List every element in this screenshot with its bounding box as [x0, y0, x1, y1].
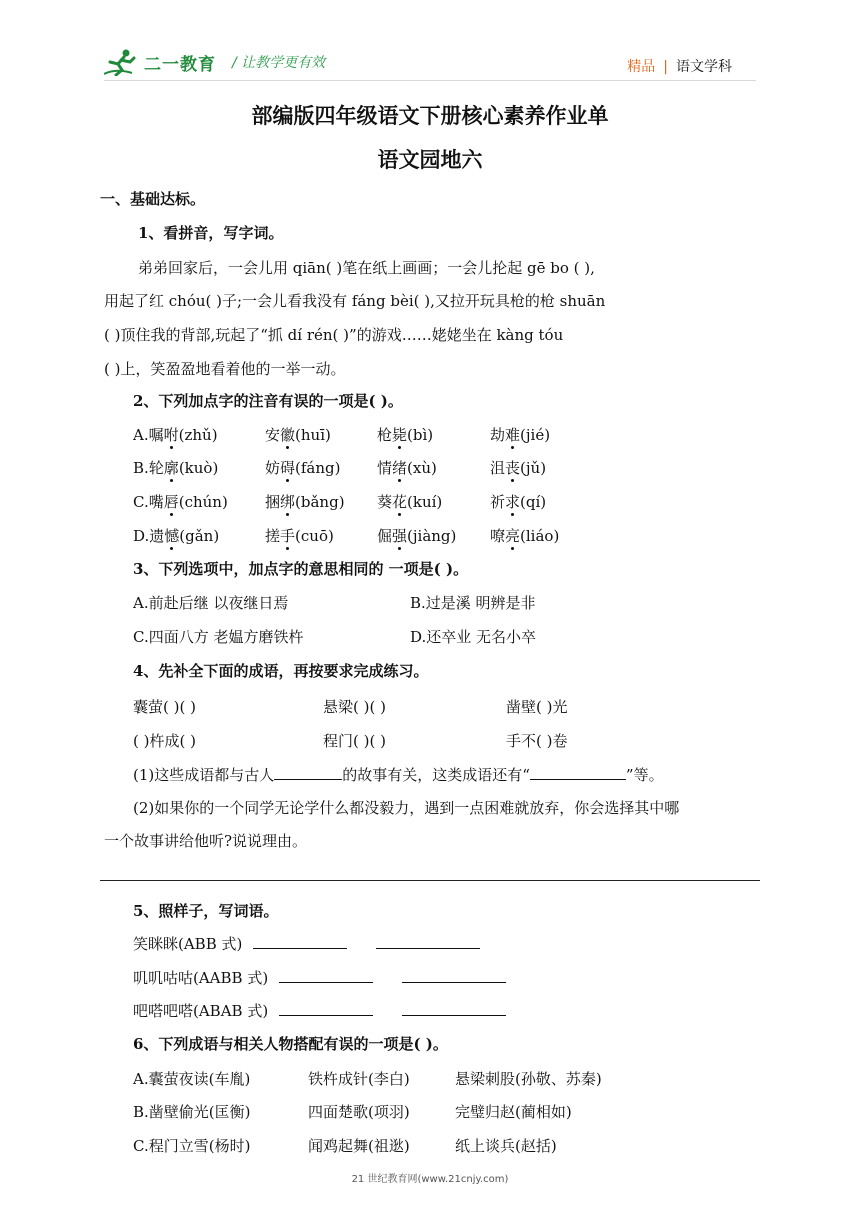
idiom-blank: 手不( )卷 — [506, 732, 568, 750]
q6-option: A.囊萤夜读(车胤) — [133, 1070, 251, 1088]
slogan: / 让教学更有效 — [232, 55, 326, 71]
answer-blank[interactable] — [279, 968, 373, 983]
q6-option: B.凿壁偷光(匡衡) — [133, 1103, 251, 1121]
q2-option — [377, 424, 433, 445]
answer-blank[interactable] — [253, 934, 347, 949]
q2-option — [490, 457, 546, 478]
pinyin: (jiàng) — [407, 527, 457, 545]
q4-sub1-text: (1)这些成语都与古人 — [133, 766, 275, 784]
q2-option — [490, 424, 550, 445]
subject-label: 语文学科 — [676, 59, 732, 75]
answer-line[interactable] — [100, 880, 760, 881]
dotted-char: 碍 — [280, 459, 296, 477]
option-char: 倔 — [377, 527, 393, 545]
q3-option: B.过是溪 明辨是非 — [410, 594, 536, 612]
option-char: 沮 — [490, 459, 506, 477]
dotted-char: 毙 — [392, 426, 408, 444]
pinyin: (huī) — [295, 426, 331, 444]
question-3-heading: 3、下列选项中，加点字的意思相同的 一项是( )。 — [133, 560, 469, 578]
pinyin: (gǎn) — [179, 527, 220, 545]
q3-option: C.四面八方 老媪方磨铁杵 — [133, 628, 304, 646]
header-right — [627, 56, 732, 76]
q2-option — [377, 491, 442, 512]
dotted-char: 难 — [505, 426, 521, 444]
q4-sub-2: (2)如果你的一个同学无论学什么都没毅力，遇到一点困难就放弃，你会选择其中哪 — [133, 799, 680, 817]
question-4-heading: 4、先补全下面的成语，再按要求完成练习。 — [133, 662, 429, 680]
pinyin: (jǔ) — [520, 459, 547, 477]
dotted-char: 唇 — [163, 493, 179, 511]
q2-option — [490, 491, 546, 512]
dotted-char: 徽 — [280, 426, 296, 444]
pinyin: (jié) — [520, 426, 551, 444]
option-char: 妨 — [265, 459, 281, 477]
option-char: 枪 — [377, 426, 393, 444]
q5-label: 笑眯眯(ABB 式) — [133, 935, 243, 953]
question-1-heading: 1、看拼音，写字词。 — [138, 224, 284, 242]
page-title: 部编版四年级语文下册核心素养作业单 — [251, 103, 609, 128]
option-char: 安 — [265, 426, 281, 444]
q2-option — [133, 457, 218, 478]
q5-item — [133, 967, 506, 988]
option-char: B.轮 — [133, 459, 164, 477]
q5-item — [133, 933, 480, 954]
dotted-char: 咐 — [163, 426, 179, 444]
q2-option — [265, 457, 341, 478]
q2-option — [133, 424, 218, 445]
dotted-char: 强 — [392, 527, 408, 545]
answer-blank[interactable] — [274, 765, 342, 780]
option-char: 祈 — [490, 493, 506, 511]
q1-line: ( )上，笑盈盈地看着他的一举一动。 — [104, 360, 346, 378]
pinyin: (bǎng) — [295, 493, 345, 511]
q6-option: 铁杵成针(李白) — [308, 1070, 410, 1088]
q1-line: 用起了红 chóu( )子;一会儿看我没有 fáng bèi( ),又拉开玩具枪的枪 shuān — [104, 292, 606, 310]
q6-option: C.程门立雪(杨时) — [133, 1137, 251, 1155]
option-char: D.遗 — [133, 527, 165, 545]
pinyin: (cuō) — [295, 527, 334, 545]
answer-blank[interactable] — [279, 1001, 373, 1016]
pinyin: (chún) — [178, 493, 228, 511]
option-char: C.嘴 — [133, 493, 164, 511]
q2-option — [265, 491, 345, 512]
q1-line: ( )顶住我的背部,玩起了“抓 dí rén( )”的游戏……姥姥坐在 kàng tóu — [104, 326, 564, 344]
idiom-blank: 凿壁( )光 — [506, 698, 568, 716]
idiom-blank: 囊萤( )( ) — [133, 698, 196, 716]
dotted-char: 亮 — [505, 527, 521, 545]
pinyin: (liáo) — [520, 527, 560, 545]
q6-option: 悬梁刺股(孙敬、苏秦) — [455, 1070, 602, 1088]
footer-source: 21 世纪教育网(www.21cnjy.com) — [351, 1174, 509, 1185]
q5-item — [133, 1000, 506, 1021]
question-5-heading: 5、照样子，写词语。 — [133, 902, 279, 920]
q2-option — [265, 424, 331, 445]
answer-blank[interactable] — [402, 1001, 506, 1016]
q5-label: 吧嗒吧嗒(ABAB 式) — [133, 1002, 269, 1020]
idiom-blank: 悬梁( )( ) — [323, 698, 386, 716]
section-heading: 一、基础达标。 — [100, 190, 206, 208]
quality-label: 精品 — [627, 59, 656, 75]
pinyin: (qí) — [520, 493, 547, 511]
q3-option: A.前赴后继 以夜继日焉 — [133, 594, 289, 612]
pinyin: (zhǔ) — [178, 426, 218, 444]
dotted-char: 绪 — [392, 459, 408, 477]
dotted-char: 花 — [392, 493, 408, 511]
option-char: A.嘱 — [133, 426, 164, 444]
dotted-char: 绑 — [280, 493, 296, 511]
pinyin: (kuò) — [178, 459, 219, 477]
q6-option: 四面楚歌(项羽) — [308, 1103, 410, 1121]
dotted-char: 手 — [280, 527, 296, 545]
option-char: 嘹 — [490, 527, 506, 545]
dotted-char: 丧 — [505, 459, 521, 477]
q2-option — [377, 525, 456, 546]
answer-blank[interactable] — [530, 765, 626, 780]
q2-option — [265, 525, 334, 546]
option-char: 捆 — [265, 493, 281, 511]
q4-sub-1 — [133, 764, 664, 785]
pinyin: (kuí) — [407, 493, 443, 511]
q6-option: 完璧归赵(蔺相如) — [455, 1103, 572, 1121]
option-char: 劫 — [490, 426, 506, 444]
dotted-char: 憾 — [164, 527, 180, 545]
pinyin: (fáng) — [295, 459, 341, 477]
header-divider — [104, 80, 756, 81]
question-6-heading: 6、下列成语与相关人物搭配有误的一项是( )。 — [133, 1035, 448, 1053]
q1-line: 弟弟回家后，一会儿用 qiān( )笔在纸上画画；一会儿抡起 gē bo ( ), — [138, 259, 595, 277]
page-subtitle: 语文园地六 — [377, 147, 483, 172]
option-char: 葵 — [377, 493, 393, 511]
q2-option — [133, 491, 228, 512]
answer-blank[interactable] — [376, 934, 480, 949]
q5-label: 叽叽咕咕(AABB 式) — [133, 969, 269, 987]
brand-header — [104, 48, 325, 76]
q4-sub-2-cont: 一个故事讲给他听?说说理由。 — [104, 832, 308, 850]
idiom-blank: ( )杵成( ) — [133, 732, 196, 750]
dotted-char: 廓 — [163, 459, 179, 477]
q4-sub1-text: ”等。 — [625, 766, 664, 784]
q4-sub1-text: 的故事有关，这类成语还有“ — [342, 766, 530, 784]
q6-option: 纸上谈兵(赵括) — [455, 1137, 557, 1155]
pinyin: (bì) — [407, 426, 434, 444]
q2-option — [490, 525, 559, 546]
brand-name: 二一教育 — [144, 54, 216, 75]
q2-option — [133, 525, 219, 546]
idiom-blank: 程门( )( ) — [323, 732, 386, 750]
dotted-char: 求 — [505, 493, 521, 511]
pinyin: (xù) — [407, 459, 437, 477]
q2-option — [377, 457, 437, 478]
option-char: 情 — [377, 459, 393, 477]
q3-option: D.还卒业 无名小卒 — [410, 628, 537, 646]
header-separator: | — [663, 59, 668, 75]
answer-blank[interactable] — [402, 968, 506, 983]
question-2-heading: 2、下列加点字的注音有误的一项是( )。 — [133, 392, 403, 410]
q6-option: 闻鸡起舞(祖逖) — [308, 1137, 410, 1155]
option-char: 搓 — [265, 527, 281, 545]
runner-logo-icon — [104, 48, 138, 76]
